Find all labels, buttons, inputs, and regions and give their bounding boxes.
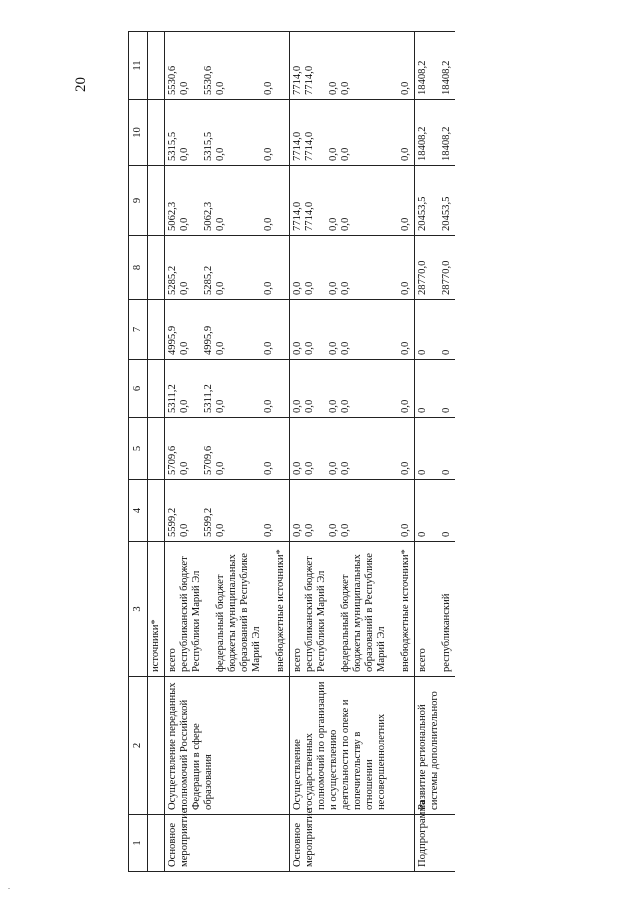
cell-value: 0,0	[340, 461, 351, 475]
source-label: республиканский бюджет Республики Марий Эл	[179, 556, 202, 672]
cell-value: 0,0	[400, 281, 411, 295]
cell-value: 0	[417, 469, 428, 475]
column-number: 8	[129, 236, 148, 300]
cell-value: 18408,2	[441, 126, 452, 161]
cell-value: 0,0	[215, 217, 226, 231]
value-column	[165, 300, 290, 360]
source-label: всего	[417, 648, 428, 672]
cell-value: 0,0	[263, 147, 274, 161]
cell-value: 0,0	[179, 81, 190, 95]
cell-value: 0,0	[340, 341, 351, 355]
column-number: 1	[129, 815, 148, 872]
financing-table	[128, 31, 455, 872]
cell-value: 0,0	[304, 461, 315, 475]
cell-value: 0,0	[263, 217, 274, 231]
table-row	[290, 32, 415, 872]
cell-value: 0,0	[400, 81, 411, 95]
cell-value: 7714,0	[292, 201, 303, 231]
source-label: федеральный бюджет	[215, 574, 226, 672]
cell-value: 0,0	[340, 523, 351, 537]
cell-value: 0,0	[304, 341, 315, 355]
cell-value: 7714,0	[304, 201, 315, 231]
cell-value: 5285,2	[167, 265, 178, 295]
cell-value: 0,0	[215, 281, 226, 295]
cell-value: 0,0	[340, 399, 351, 413]
cell-value: 0,0	[263, 461, 274, 475]
cell-value: 0,0	[179, 399, 190, 413]
cell-value: 0,0	[292, 341, 303, 355]
cell-value: 20453,5	[417, 196, 428, 231]
cell-value: 0,0	[328, 81, 339, 95]
value-column	[165, 418, 290, 480]
cell-value: 0,0	[400, 147, 411, 161]
source-label: бюджеты муниципальных образований в Республике Марий Эл	[227, 553, 262, 672]
cell-value: 0,0	[263, 281, 274, 295]
cell-value: 0,0	[328, 147, 339, 161]
cell-value: 0,0	[215, 523, 226, 537]
cell-value: 0,0	[304, 281, 315, 295]
cell-value: 20453,5	[441, 196, 452, 231]
column-number: 4	[129, 480, 148, 542]
source-list	[290, 542, 415, 677]
cell-value: 0	[441, 469, 452, 475]
cell-value: 0,0	[215, 399, 226, 413]
cell-value: 5599,2	[203, 507, 214, 537]
source-label: республиканский	[441, 593, 452, 672]
value-column	[415, 418, 456, 480]
cell-value: 0,0	[179, 461, 190, 475]
source-list	[165, 542, 290, 677]
cell-value: 0,0	[179, 281, 190, 295]
cell-value: 5062,3	[167, 201, 178, 231]
cell-value: 0,0	[292, 461, 303, 475]
cell-value: 0,0	[340, 217, 351, 231]
cell-value: 5311,2	[203, 384, 214, 413]
cell-value: 0,0	[328, 399, 339, 413]
cell-value: 0,0	[340, 81, 351, 95]
rotated-table-sheet	[128, 32, 608, 872]
row-name: Осуществление государственных полномочий по организации и осуществлению деятельности по опеке и попечительству в отношении несовершеннолетних	[290, 677, 415, 815]
cell-value: 0,0	[179, 217, 190, 231]
row-type: Основное мероприятие	[165, 815, 290, 872]
value-column	[165, 100, 290, 166]
cell-value: 5311,2	[167, 384, 178, 413]
cell-value: 0,0	[304, 523, 315, 537]
value-column	[415, 166, 456, 236]
value-column	[165, 236, 290, 300]
cell-value: 0	[441, 407, 452, 413]
column-number: 7	[129, 300, 148, 360]
cell-value: 0	[441, 531, 452, 537]
cell-value: 0,0	[292, 523, 303, 537]
cell-value: 5315,5	[203, 131, 214, 161]
value-column	[415, 480, 456, 542]
cell-value: 0,0	[292, 399, 303, 413]
carry-over-source: источники*	[148, 542, 165, 677]
cell-value: 0,0	[400, 341, 411, 355]
column-number: 9	[129, 166, 148, 236]
cell-value: 0,0	[215, 341, 226, 355]
value-column	[415, 236, 456, 300]
page-number: 20	[73, 77, 89, 92]
cell-value: 0,0	[328, 281, 339, 295]
cell-value: 0,0	[215, 461, 226, 475]
cell-value: 0	[417, 349, 428, 355]
cell-value: 18408,2	[417, 126, 428, 161]
row-type: Основное мероприятие	[290, 815, 415, 872]
cell-value: 0,0	[263, 399, 274, 413]
column-number: 2	[129, 677, 148, 815]
cell-value: 4995,9	[203, 325, 214, 355]
value-column	[290, 100, 415, 166]
source-list	[415, 542, 456, 677]
row-name: Осуществление переданных полномочий Российской Федерации в сфере образования	[165, 677, 290, 815]
scan-mark	[8, 888, 10, 889]
cell-value: 5315,5	[167, 131, 178, 161]
value-column	[290, 360, 415, 418]
cell-value: 5599,2	[167, 507, 178, 537]
source-label: всего	[292, 648, 303, 672]
row-name: Развитие региональной системы дополнительного	[415, 677, 456, 815]
source-label: всего	[167, 648, 178, 672]
cell-value: 0,0	[179, 341, 190, 355]
cell-value: 0,0	[179, 147, 190, 161]
value-column	[415, 100, 456, 166]
cell-value: 0,0	[263, 523, 274, 537]
cell-value: 0,0	[328, 523, 339, 537]
cell-value: 0,0	[263, 81, 274, 95]
column-numbers-row	[129, 32, 148, 872]
value-column	[290, 32, 415, 100]
source-label: бюджеты муниципальных образований в Республике Марий Эл	[352, 553, 387, 672]
value-column	[290, 418, 415, 480]
column-number: 6	[129, 360, 148, 418]
cell-value: 0,0	[400, 461, 411, 475]
cell-value: 5530,6	[167, 65, 178, 95]
value-column	[165, 480, 290, 542]
cell-value: 0,0	[328, 341, 339, 355]
value-column	[290, 236, 415, 300]
value-column	[415, 360, 456, 418]
cell-value: 0,0	[328, 461, 339, 475]
cell-value: 5285,2	[203, 265, 214, 295]
row-type: Подпрограмма	[415, 815, 456, 872]
source-label: внебюджетные источники*	[400, 549, 411, 672]
cell-value: 7714,0	[304, 131, 315, 161]
cell-value: 5709,6	[167, 445, 178, 475]
cell-value: 0,0	[263, 341, 274, 355]
cell-value: 0,0	[340, 281, 351, 295]
source-label: внебюджетные источники*	[275, 549, 286, 672]
value-column	[165, 360, 290, 418]
cell-value: 0,0	[304, 399, 315, 413]
table-row	[165, 32, 290, 872]
cell-value: 0	[417, 407, 428, 413]
source-label: федеральный бюджет	[340, 574, 351, 672]
source-label: республиканский бюджет Республики Марий Эл	[304, 556, 327, 672]
column-number: 10	[129, 100, 148, 166]
cell-value: 0,0	[215, 147, 226, 161]
cell-value: 28770,0	[441, 260, 452, 295]
cell-value: 0,0	[400, 523, 411, 537]
table-row	[415, 32, 456, 872]
cell-value: 5709,6	[203, 445, 214, 475]
cell-value: 5062,3	[203, 201, 214, 231]
cell-value: 5530,6	[203, 65, 214, 95]
cell-value: 18408,2	[441, 60, 452, 95]
value-column	[290, 300, 415, 360]
cell-value: 7714,0	[304, 65, 315, 95]
value-column	[290, 166, 415, 236]
column-number: 3	[129, 542, 148, 677]
cell-value: 0,0	[340, 147, 351, 161]
value-column	[165, 166, 290, 236]
value-column	[165, 32, 290, 100]
cell-value: 28770,0	[417, 260, 428, 295]
cell-value: 0	[441, 349, 452, 355]
cell-value: 0,0	[400, 399, 411, 413]
cell-value: 7714,0	[292, 65, 303, 95]
cell-value: 7714,0	[292, 131, 303, 161]
cell-value: 0,0	[400, 217, 411, 231]
column-number: 11	[129, 32, 148, 100]
cell-value: 0	[417, 531, 428, 537]
cell-value: 18408,2	[417, 60, 428, 95]
column-number: 5	[129, 418, 148, 480]
carry-over-row	[148, 32, 165, 872]
cell-value: 4995,9	[167, 325, 178, 355]
cell-value: 0,0	[179, 523, 190, 537]
value-column	[415, 300, 456, 360]
value-column	[290, 480, 415, 542]
cell-value: 0,0	[328, 217, 339, 231]
value-column	[415, 32, 456, 100]
cell-value: 0,0	[292, 281, 303, 295]
cell-value: 0,0	[215, 81, 226, 95]
